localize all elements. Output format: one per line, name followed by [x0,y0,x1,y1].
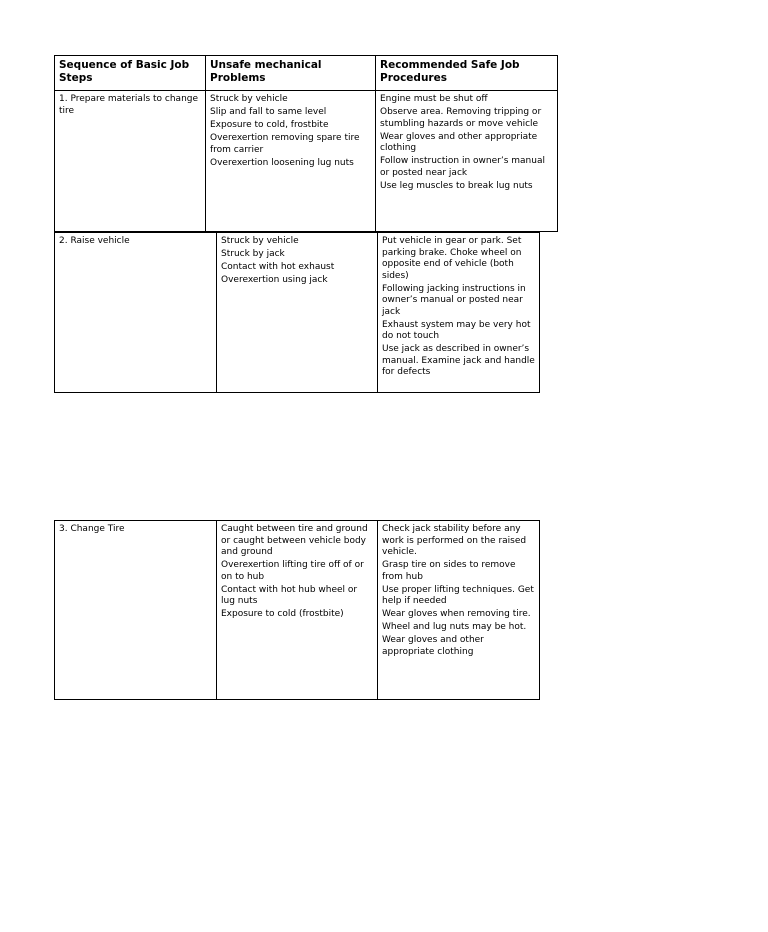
procedure-item: Exhaust system may be very hot do not touch [382,319,531,341]
job-safety-table-1 [54,55,558,232]
job-step-cell: 3. Change Tire [55,521,217,700]
table-row [55,233,540,393]
table-row [55,521,540,700]
problems-cell [206,91,376,232]
procedure-item: Wear gloves and other appropriate clothing [382,635,484,657]
problem-item: Caught between tire and ground or caught between vehicle body and ground [221,524,368,557]
procedure-item: Use leg muscles to break lug nuts [380,180,533,191]
job-safety-table-3 [54,520,540,700]
procedure-item: Grasp tire on sides to remove from hub [382,560,516,582]
procedure-item: Use proper lifting techniques. Get help if needed [382,584,534,606]
problem-item: Exposure to cold, frostbite [210,120,329,130]
problem-item: Contact with hot exhaust [221,262,335,272]
procedure-item: Put vehicle in gear or park. Set parking brake. Choke wheel on opposite end of vehicle (both sides) [382,236,522,281]
procedure-item: Following jacking instructions in owner’s manual or posted near jack [382,283,526,317]
procedure-item: Wheel and lug nuts may be hot. [382,622,527,632]
header-job-steps: Sequence of Basic Job Steps [55,56,206,91]
problem-item: Overexertion loosening lug nuts [210,157,354,168]
problem-item: Slip and fall to same level [210,107,327,117]
problems-cell [217,521,378,700]
job-step-cell: 1. Prepare materials to change tire [55,91,206,232]
job-step-cell: 2. Raise vehicle [55,233,217,393]
header-safe-procedures: Recommended Safe Job Procedures [376,56,558,91]
procedure-item: Engine must be shut off [380,94,488,104]
procedure-item: Wear gloves when removing tire. [382,609,531,619]
problems-cell [217,233,378,393]
table-header-row [55,56,558,91]
problem-item: Overexertion lifting tire off of or on to hub [221,560,364,582]
problem-item: Struck by vehicle [221,236,299,246]
procedures-cell [378,233,540,393]
table-row [55,91,558,232]
procedure-item: Observe area. Removing tripping or stumbling hazards or move vehicle [380,107,542,129]
procedure-item: Follow instruction in owner’s manual or posted near jack [380,156,545,178]
procedures-cell [378,521,540,700]
procedure-item: Wear gloves and other appropriate clothing [380,131,538,153]
problem-item: Contact with hot hub wheel or lug nuts [221,584,358,606]
problem-item: Struck by vehicle [210,94,288,104]
problem-item: Exposure to cold (frostbite) [221,609,344,619]
header-unsafe-problems: Unsafe mechanical Problems [206,56,376,91]
problem-item: Struck by jack [221,249,285,259]
problem-item: Overexertion removing spare tire from carrier [210,133,360,155]
problem-item: Overexertion using jack [221,275,328,285]
job-safety-table-2 [54,232,540,393]
procedure-item: Check jack stability before any work is performed on the raised vehicle. [382,524,527,557]
procedure-item: Use jack as described in owner’s manual. Examine jack and handle for defects [382,344,535,377]
procedures-cell [376,91,558,232]
